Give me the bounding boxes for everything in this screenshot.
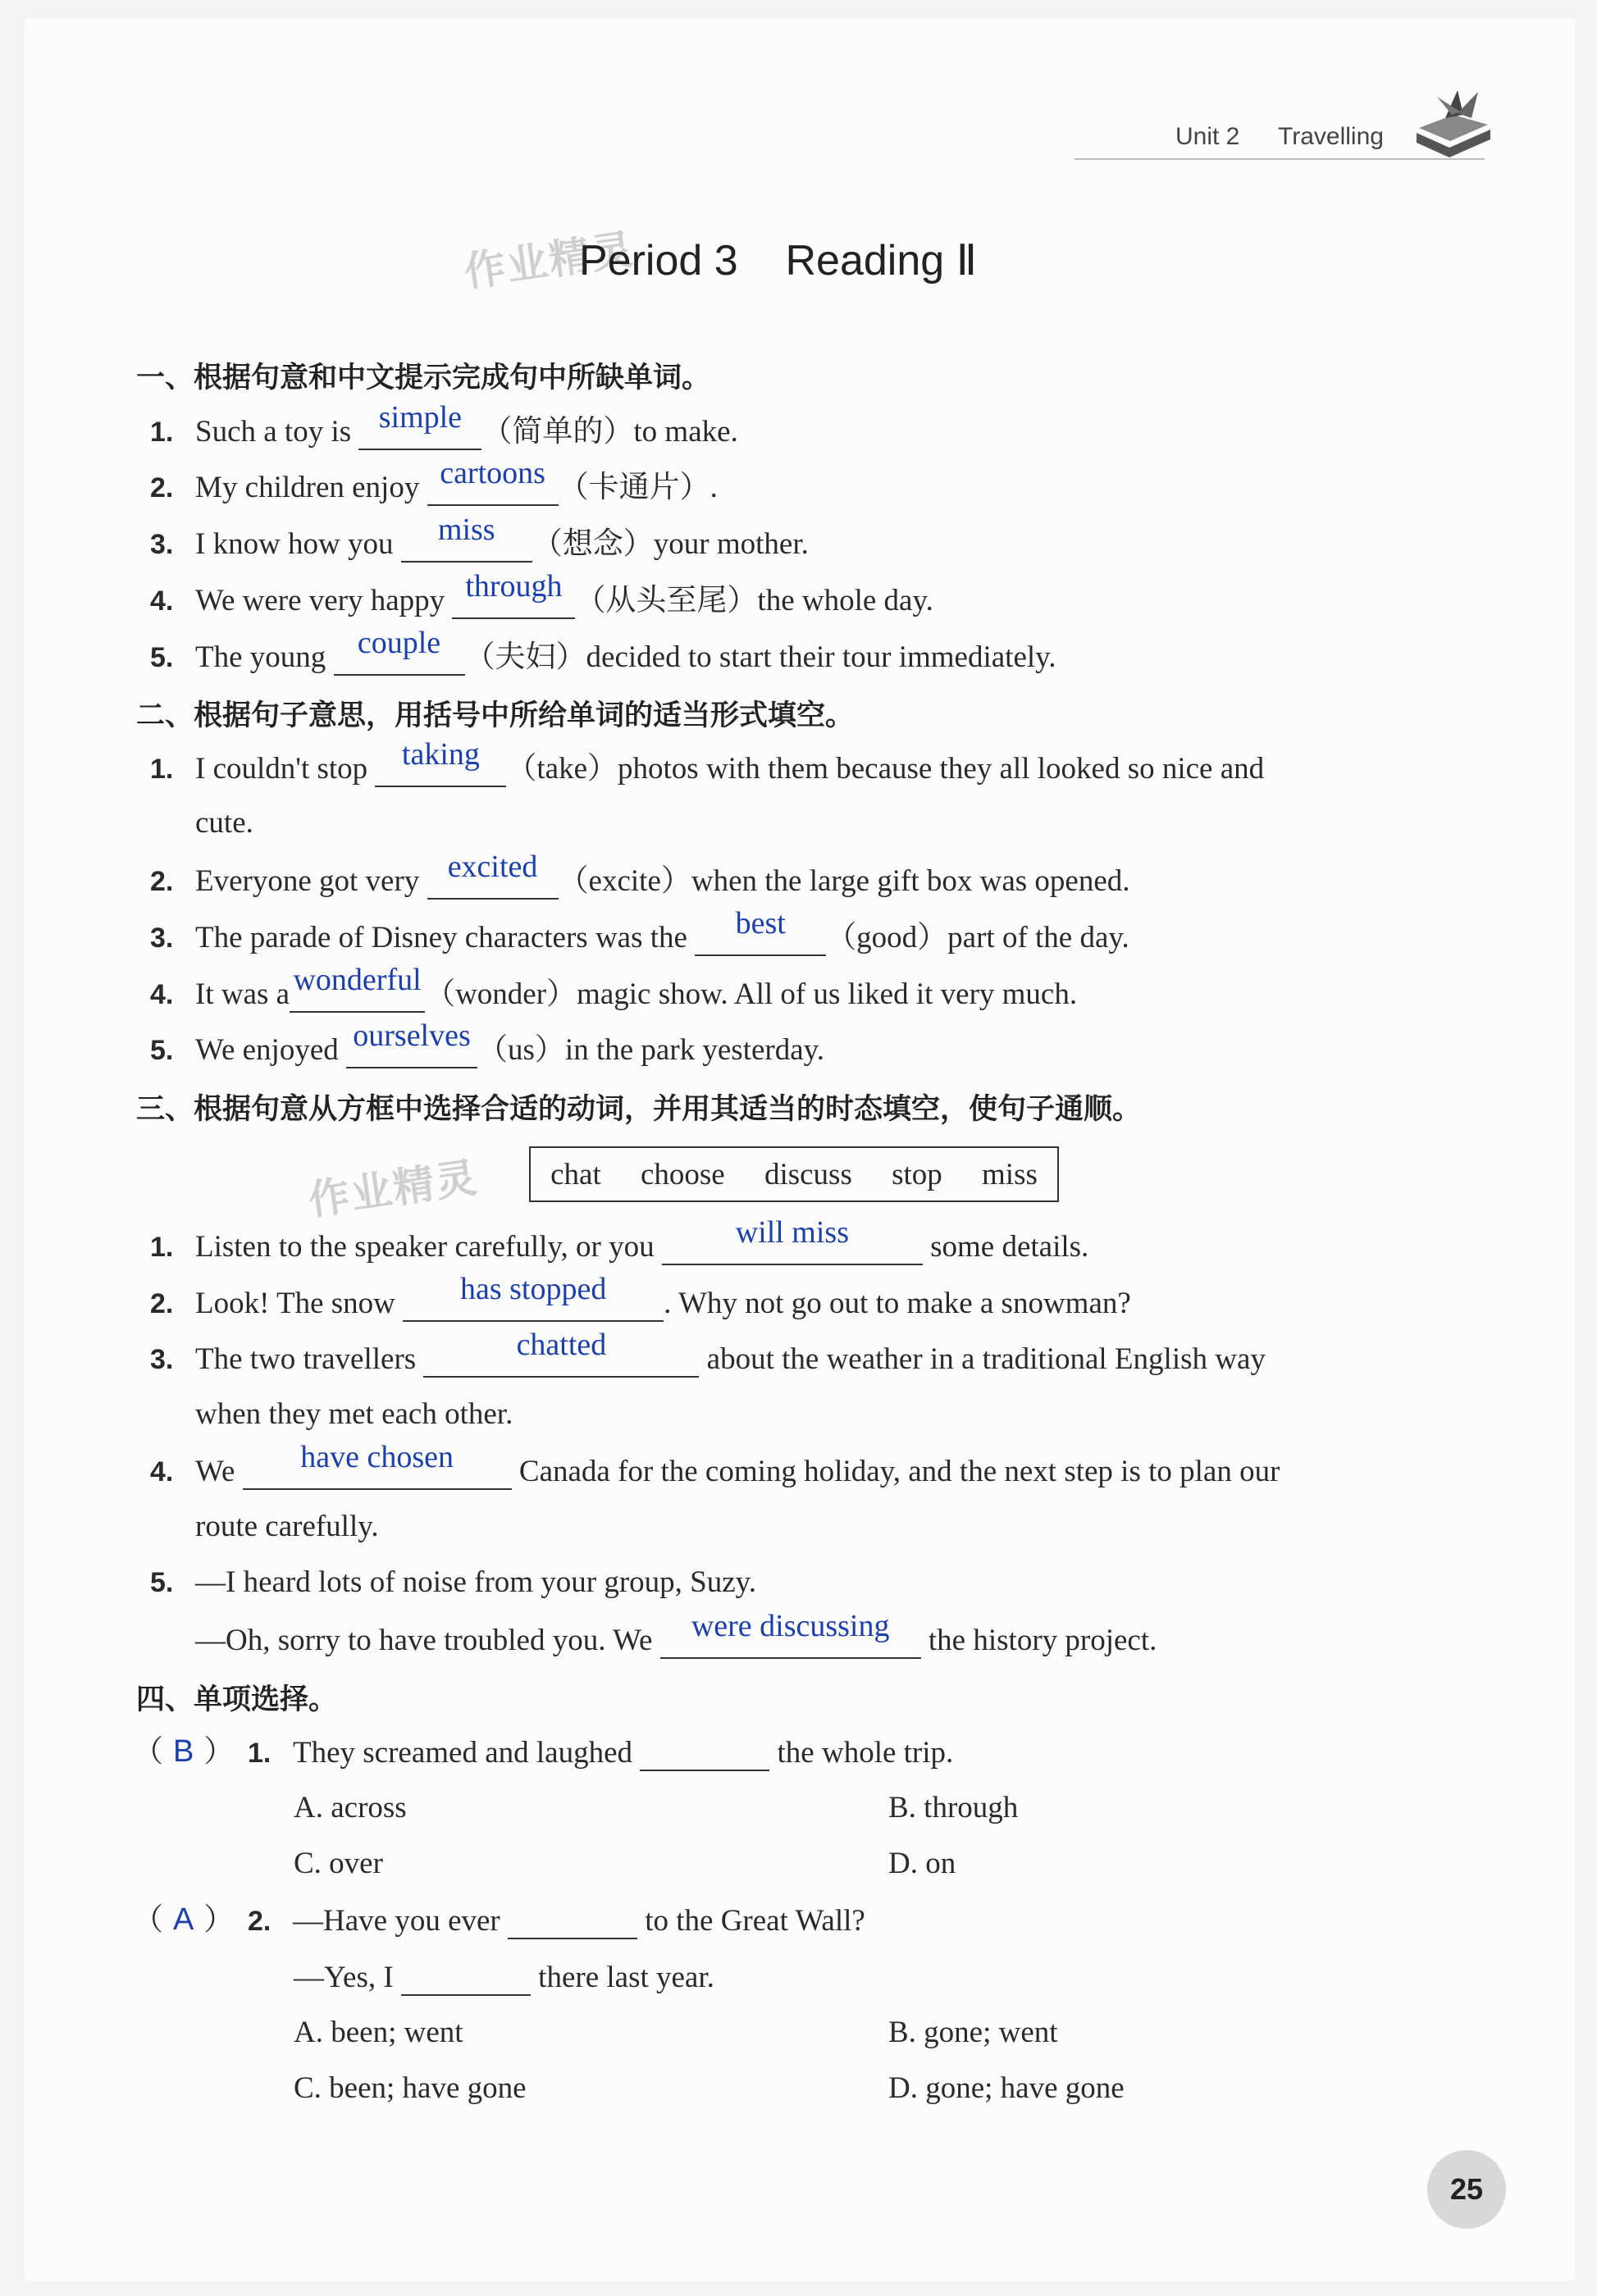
s3-item-3-cont: when they met each other. bbox=[195, 1397, 513, 1431]
item-number: 4. bbox=[150, 585, 174, 617]
handwritten-answer: were discussing bbox=[691, 1609, 890, 1643]
item-text: Such a toy is bbox=[195, 415, 352, 449]
q2-option-d: D. gone; have gone bbox=[888, 2071, 1125, 2105]
item-number: 5. bbox=[150, 642, 174, 673]
handwritten-answer: miss bbox=[437, 512, 495, 547]
s1-item-1 bbox=[150, 400, 738, 450]
answer-blank bbox=[334, 626, 465, 676]
s3-item-4 bbox=[150, 1440, 1280, 1490]
s3-item-5 bbox=[150, 1565, 756, 1601]
item-number: 3. bbox=[150, 1344, 174, 1375]
item-text: Canada for the coming holiday, and the next step is to plan our bbox=[518, 1455, 1280, 1488]
answer-blank bbox=[243, 1440, 512, 1490]
header-topic: Travelling bbox=[1278, 123, 1384, 150]
handwritten-answer: ourselves bbox=[353, 1018, 471, 1053]
item-number: 2. bbox=[150, 866, 174, 897]
item-text: I know how you bbox=[195, 527, 394, 561]
item-text: Everyone got very bbox=[195, 864, 420, 898]
handwritten-answer: have chosen bbox=[300, 1440, 454, 1474]
answer-blank bbox=[452, 569, 575, 619]
handwritten-answer: will miss bbox=[735, 1215, 849, 1250]
item-number: 1. bbox=[150, 754, 174, 785]
section2-heading: 二、根据句子意思，用括号中所给单词的适当形式填空。 bbox=[136, 699, 855, 732]
box-word: miss bbox=[982, 1157, 1038, 1191]
item-text: I couldn't stop bbox=[195, 752, 368, 786]
s3-item-5-line2 bbox=[195, 1609, 1157, 1659]
handwritten-answer: wonderful bbox=[293, 963, 422, 997]
handwritten-answer: best bbox=[735, 906, 786, 941]
question-text: —Yes, I bbox=[294, 1961, 394, 1994]
q2-option-b: B. gone; went bbox=[888, 2016, 1058, 2049]
q1-option-d: D. on bbox=[888, 1847, 956, 1880]
answer-blank bbox=[660, 1609, 921, 1659]
item-text: Listen to the speaker carefully, or you bbox=[195, 1230, 655, 1264]
s1-item-4 bbox=[150, 569, 933, 619]
answer-blank bbox=[662, 1215, 923, 1265]
s3-item-1 bbox=[150, 1215, 1089, 1265]
item-text: It was a bbox=[195, 977, 290, 1011]
item-text: （good）part of the day. bbox=[826, 921, 1129, 954]
answer-blank bbox=[423, 1328, 699, 1378]
item-number: 3. bbox=[150, 529, 174, 560]
s2-item-1 bbox=[150, 737, 1265, 787]
s2-item-4 bbox=[150, 963, 1078, 1013]
answer-blank bbox=[358, 400, 481, 450]
question-text: They screamed and laughed bbox=[293, 1736, 633, 1770]
s1-item-2 bbox=[150, 456, 718, 506]
question-number: 2. bbox=[248, 1906, 271, 1937]
question-text: —Have you ever bbox=[293, 1904, 500, 1938]
item-text: —I heard lots of noise from your group, Suzy. bbox=[195, 1565, 757, 1599]
item-text: the history project. bbox=[928, 1624, 1157, 1657]
item-text: （简单的）to make. bbox=[481, 415, 738, 449]
item-text: The parade of Disney characters was the bbox=[195, 921, 687, 954]
item-text: The young bbox=[195, 640, 326, 674]
item-text: . Why not go out to make a snowman? bbox=[664, 1287, 1131, 1320]
item-text: The two travellers bbox=[195, 1342, 417, 1376]
s3-item-3 bbox=[150, 1328, 1266, 1378]
question-number: 1. bbox=[248, 1738, 271, 1769]
answer-blank bbox=[346, 1018, 477, 1068]
s1-item-3 bbox=[150, 512, 809, 563]
answer-blank bbox=[403, 1272, 664, 1322]
handwritten-answer: taking bbox=[401, 737, 480, 772]
watermark-text: 作业精灵 bbox=[461, 225, 637, 297]
section3-heading: 三、根据句意从方框中选择合适的动词，并用其适当的时态填空，使句子通顺。 bbox=[136, 1093, 1142, 1126]
answer-blank bbox=[640, 1733, 769, 1771]
question-text: to the Great Wall? bbox=[645, 1904, 865, 1938]
item-text: （卡通片）. bbox=[558, 471, 718, 504]
s1-item-5 bbox=[150, 626, 1056, 676]
handwritten-answer: has stopped bbox=[459, 1272, 607, 1306]
q2-option-a: A. been; went bbox=[294, 2016, 463, 2049]
item-number: 5. bbox=[150, 1035, 174, 1066]
page-number: 25 bbox=[1427, 2150, 1506, 2229]
q1-option-a: A. across bbox=[294, 1791, 407, 1824]
item-text: （take）photos with them because they all looked so nice and bbox=[506, 752, 1265, 786]
item-number: 2. bbox=[150, 1288, 174, 1319]
item-number: 4. bbox=[150, 979, 174, 1010]
item-text: （us）in the park yesterday. bbox=[477, 1033, 825, 1067]
item-text: （excite）when the large gift box was opened. bbox=[558, 864, 1130, 898]
item-number: 2. bbox=[150, 472, 174, 503]
item-text: We bbox=[195, 1455, 235, 1488]
item-text: about the weather in a traditional English way bbox=[706, 1342, 1266, 1376]
handwritten-answer: through bbox=[465, 569, 563, 604]
book-icon bbox=[1412, 82, 1494, 161]
answer-blank bbox=[427, 456, 559, 506]
item-text: （想念）your mother. bbox=[532, 527, 809, 561]
box-word: discuss bbox=[764, 1157, 852, 1191]
s2-item-1-cont: cute. bbox=[195, 806, 253, 840]
answer-blank bbox=[290, 963, 425, 1013]
s3-item-4-cont: route carefully. bbox=[195, 1510, 379, 1543]
handwritten-answer: couple bbox=[357, 626, 441, 660]
q1-option-c: C. over bbox=[294, 1847, 383, 1880]
box-word: chat bbox=[550, 1157, 601, 1191]
word-box bbox=[529, 1146, 1059, 1202]
item-number: 1. bbox=[150, 417, 174, 448]
item-text: Look! The snow bbox=[195, 1287, 395, 1320]
item-text: （wonder）magic show. All of us liked it very much. bbox=[425, 977, 1078, 1011]
q1-option-b: B. through bbox=[888, 1791, 1019, 1824]
handwritten-answer: cartoons bbox=[440, 456, 545, 490]
item-text: My children enjoy bbox=[195, 471, 420, 504]
q2-answer-bracket: （ A ） bbox=[133, 1902, 235, 1937]
question-text: the whole trip. bbox=[777, 1736, 954, 1770]
item-text: （夫妇）decided to start their tour immediately. bbox=[464, 640, 1056, 674]
handwritten-answer: simple bbox=[378, 400, 463, 435]
s2-item-3 bbox=[150, 906, 1129, 956]
answer-blank bbox=[401, 512, 532, 563]
section4-heading: 四、单项选择。 bbox=[136, 1683, 338, 1716]
box-word: choose bbox=[640, 1157, 725, 1191]
s3-item-2 bbox=[150, 1272, 1131, 1322]
item-text: We were very happy bbox=[195, 584, 445, 617]
q2-option-c: C. been; have gone bbox=[294, 2071, 527, 2105]
answer-blank bbox=[427, 850, 559, 900]
answer-blank bbox=[375, 737, 506, 787]
item-number: 5. bbox=[150, 1567, 174, 1598]
header-unit: Unit 2 bbox=[1175, 123, 1240, 150]
item-text: We enjoyed bbox=[195, 1033, 339, 1067]
q2-line2 bbox=[294, 1958, 714, 1996]
watermark-text-2: 作业精灵 bbox=[305, 1153, 481, 1225]
answer-blank bbox=[695, 906, 826, 956]
q2-stem bbox=[248, 1902, 865, 1939]
item-number: 4. bbox=[150, 1456, 174, 1487]
section1-heading: 一、根据句意和中文提示完成句中所缺单词。 bbox=[136, 362, 711, 394]
s2-item-2 bbox=[150, 850, 1130, 900]
item-text: —Oh, sorry to have troubled you. We bbox=[195, 1624, 653, 1657]
handwritten-answer: excited bbox=[447, 850, 538, 884]
handwritten-answer: chatted bbox=[516, 1328, 607, 1362]
q1-answer-bracket: （ B ） bbox=[133, 1734, 235, 1769]
page-title: Period 3 Reading Ⅱ bbox=[579, 237, 978, 285]
item-number: 1. bbox=[150, 1232, 174, 1263]
item-text: （从头至尾）the whole day. bbox=[575, 584, 933, 617]
answer-blank bbox=[508, 1902, 637, 1939]
q1-answer: B bbox=[173, 1734, 194, 1769]
question-text: there last year. bbox=[538, 1961, 714, 1994]
q2-answer: A bbox=[173, 1902, 194, 1937]
s2-item-5 bbox=[150, 1018, 825, 1068]
item-text: some details. bbox=[930, 1230, 1089, 1264]
q1-stem bbox=[248, 1733, 953, 1771]
answer-blank bbox=[401, 1958, 531, 1996]
box-word: stop bbox=[892, 1157, 942, 1191]
item-number: 3. bbox=[150, 922, 174, 954]
